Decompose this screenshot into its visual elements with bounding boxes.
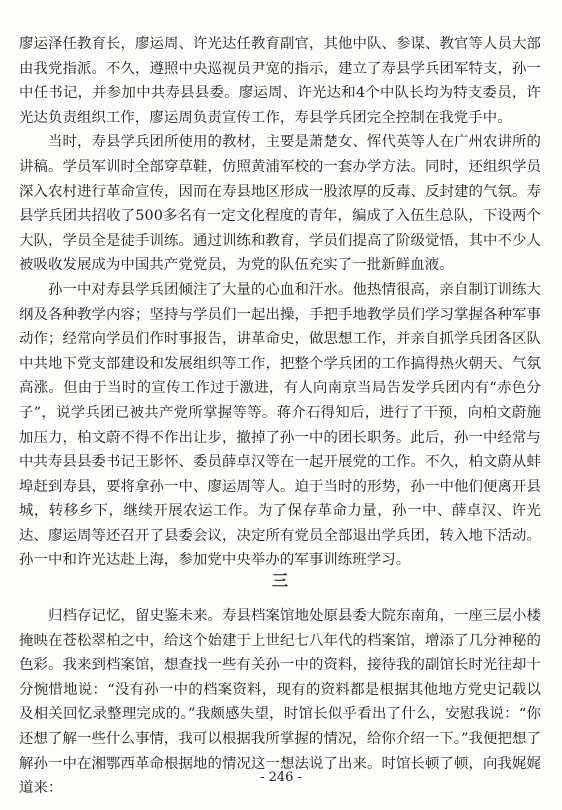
paragraph: 当时，寿县学兵团所使用的教材，主要是萧楚女、恽代英等人在广州农讲所的讲稿。学员军训时全部穿草鞋，仿照黄浦军校的一套办学方法。同时，还组织学员深入农村进行革命宣传，因而在寿县地区形成一股浓厚的反毒、反封建的气氛。寿县学兵团共招收了500多名有一定文化程度的青年，编成了入伍生总队，下设两个大队，学员全是徒手训练。通过训练和教育，学员们提高了阶级觉悟，其中不少人被吸收发展成为中国共产党党员，为党的队伍充实了一批新鲜血液。 [19,134,541,274]
paragraph: 孙一中对寿县学兵团倾注了大量的心血和汗水。他热情很高，亲自制订训练大纲及各种教学内容；坚持与学员们一起出操，手把手地教学员们学习掌握各种军事动作；经常向学员们作时事报告，讲革命史，做思想工作，并亲自抓学兵团各区队中共地下党支部建设和发展组织等工作，把整个学兵团的工作搞得热火朝天、气氛高涨。但由于当时的宣传工作过于激进，有人向南京当局告发学兵团内有“赤色分子”，说学兵团已被共产党所掌握等等。蒋介石得知后，进行了干预，向柏文蔚施加压力，柏文蔚不得不作出让步，撤掉了孙一中的团长职务。此后，孙一中经常与中共寿县县委书记王影怀、委员薛卓汉等在一起开展党的工作。不久，柏文蔚从蚌埠赶到寿县，要将拿孙一中、廖运周等人。迫于当时的形势，孙一中他们便离开县城，转移乡下，继续开展农运工作。为了保存革命力量，孙一中、薛卓汉、许光达、廖运周等还召开了县委会议，决定所有党员全部退出学兵团，转入地下活动。孙一中和许光达赴上海，参加党中央举办的军事训练班学习。 [19,281,541,569]
paragraph: 廖运泽任教育长，廖运周、许光达任教育副官，其他中队、参谋、教官等人员大部由我党指派。不久，遵照中央巡视员尹宽的指示，建立了寿县学兵团军特支，孙一中任书记，并参加中共寿县县委。廖运周、许光达和4个中队长均为特支委员，许光达负责组织工作，廖运周负责宣传工作，寿县学兵团完全控制在我党手中。 [19,36,541,126]
page-number: - 246 - [260,770,302,785]
section-heading: 三 [271,571,290,590]
body-text-top [19,32,541,573]
paragraph: 归档存记忆，留史鉴未来。寿县档案馆地处原县委大院东南角，一座三层小楼掩映在苍松翠柏之中，给这个始建于上世纪七八年代的档案馆，增添了几分神秘的色彩。我来到档案馆，想查找一些有关孙一中的资料，接待我的副馆长时光往却十分惋惜地说：“没有孙一中的档案资料，现有的资料都是根据其他地方党史记载以及相关回忆录整理完成的。”我颇感失望，时馆长似乎看出了什么，安慰我说：“你还想了解一些什么事情，我可以根据我所掌握的情况，给你介绍一下。”我便把想了解孙一中在湘鄂西革命根据地的情况这一想法说了出来。时馆长顿了顿，向我娓娓道来： [19,608,541,797]
